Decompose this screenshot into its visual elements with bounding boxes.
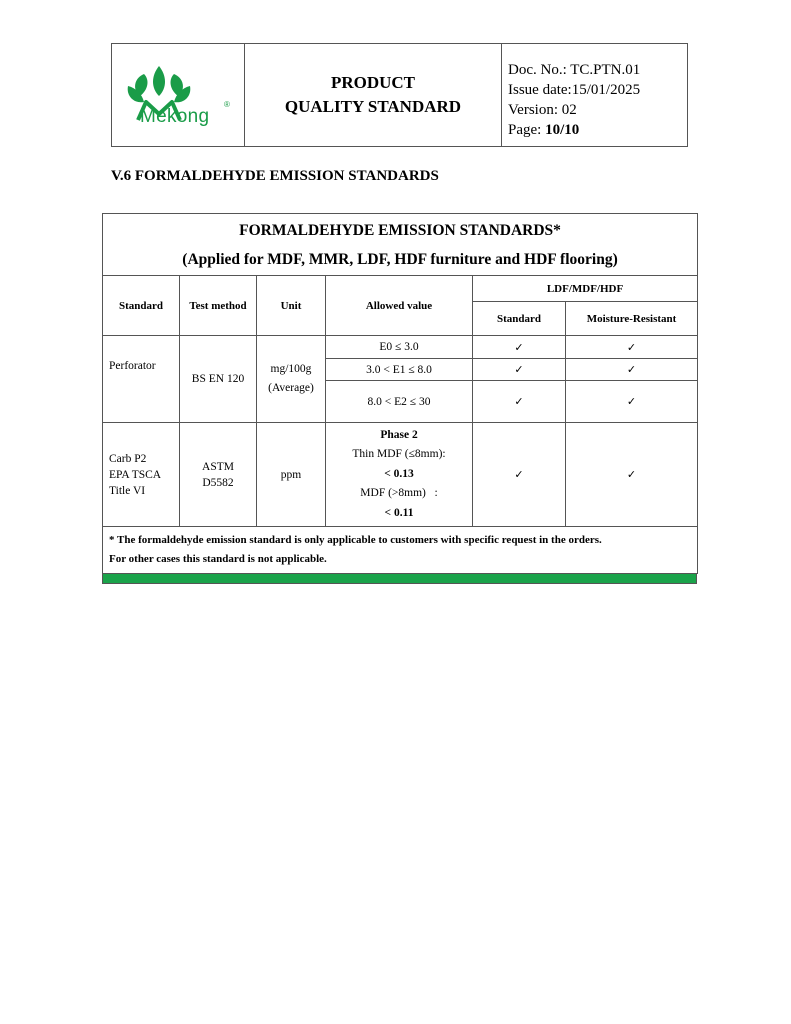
footnote-line-2: For other cases this standard is not applicable. <box>109 553 327 565</box>
page-value: 10/10 <box>545 122 580 138</box>
table-title-line-2: (Applied for MDF, MMR, LDF, HDF furniture and HDF flooring) <box>182 250 618 268</box>
carb-test-method <box>180 423 257 527</box>
footnote-line-1: * The formaldehyde emission standard is only applicable to customers with specific request in the orders. <box>109 534 602 546</box>
page-label: Page: <box>508 122 546 138</box>
section-heading: V.6 FORMALDEHYDE EMISSION STANDARDS <box>111 168 439 184</box>
allowed-value-e1: 3.0 < E1 ≤ 8.0 <box>326 359 473 381</box>
document-title <box>245 44 502 146</box>
formaldehyde-table <box>102 213 698 574</box>
table-title-line-1: FORMALDEHYDE EMISSION STANDARDS* <box>239 221 561 239</box>
header-unit: Unit <box>257 276 326 336</box>
carb-thin-label: Thin MDF (≤8mm): <box>352 448 446 461</box>
header-sub-standard: Standard <box>473 302 566 336</box>
check-standard-carb: ✓ <box>473 423 566 527</box>
green-accent-bar <box>102 574 697 584</box>
perforator-unit-line-2: (Average) <box>268 382 314 394</box>
perforator-unit-line-1: mg/100g <box>270 363 312 375</box>
logo-cell <box>112 44 245 146</box>
carb-mdf-value: < 0.11 <box>384 506 414 519</box>
check-standard-e1: ✓ <box>473 359 566 381</box>
header-standard: Standard <box>103 276 180 336</box>
carb-phase: Phase 2 <box>380 428 418 441</box>
carb-standard-line-2: EPA TSCA <box>109 468 162 481</box>
carb-mdf-label: MDF (>8mm) : <box>360 487 438 500</box>
header-allowed-value: Allowed value <box>326 276 473 336</box>
header-test-method: Test method <box>180 276 257 336</box>
perforator-standard: Perforator <box>103 336 180 423</box>
allowed-value-e2: 8.0 < E2 ≤ 30 <box>326 381 473 423</box>
carb-unit: ppm <box>257 423 326 527</box>
title-line-1: PRODUCT <box>330 73 416 92</box>
header-sub-moisture: Moisture-Resistant <box>566 302 698 336</box>
version: Version: 02 <box>508 102 577 118</box>
carb-standard-line-1: Carb P2 <box>109 452 147 465</box>
table-footnote <box>103 527 698 574</box>
carb-allowed-value <box>326 423 473 527</box>
check-moisture-carb: ✓ <box>566 423 698 527</box>
table-title <box>103 214 698 276</box>
header-group: LDF/MDF/HDF <box>473 276 698 302</box>
check-moisture-e1: ✓ <box>566 359 698 381</box>
check-moisture-e2: ✓ <box>566 381 698 423</box>
logo-wordmark: Mekong <box>140 106 210 127</box>
doc-number: Doc. No.: TC.PTN.01 <box>508 62 641 78</box>
carb-test-method-line-1: ASTM <box>202 460 234 473</box>
carb-thin-value: < 0.13 <box>384 467 414 480</box>
page-number <box>508 120 687 140</box>
carb-standard <box>103 423 180 527</box>
registered-mark: ® <box>224 100 230 109</box>
check-moisture-e0: ✓ <box>566 336 698 359</box>
issue-date: Issue date:15/01/2025 <box>508 82 641 98</box>
check-standard-e2: ✓ <box>473 381 566 423</box>
perforator-test-method: BS EN 120 <box>180 336 257 423</box>
allowed-value-e0: E0 ≤ 3.0 <box>326 336 473 359</box>
title-line-2: QUALITY STANDARD <box>284 97 462 116</box>
carb-test-method-line-2: D5582 <box>202 476 234 489</box>
carb-standard-line-3: Title VI <box>109 484 146 497</box>
check-standard-e0: ✓ <box>473 336 566 359</box>
perforator-unit <box>257 336 326 423</box>
document-header <box>111 43 688 147</box>
formaldehyde-table-wrapper <box>102 213 697 584</box>
document-meta <box>502 44 687 146</box>
